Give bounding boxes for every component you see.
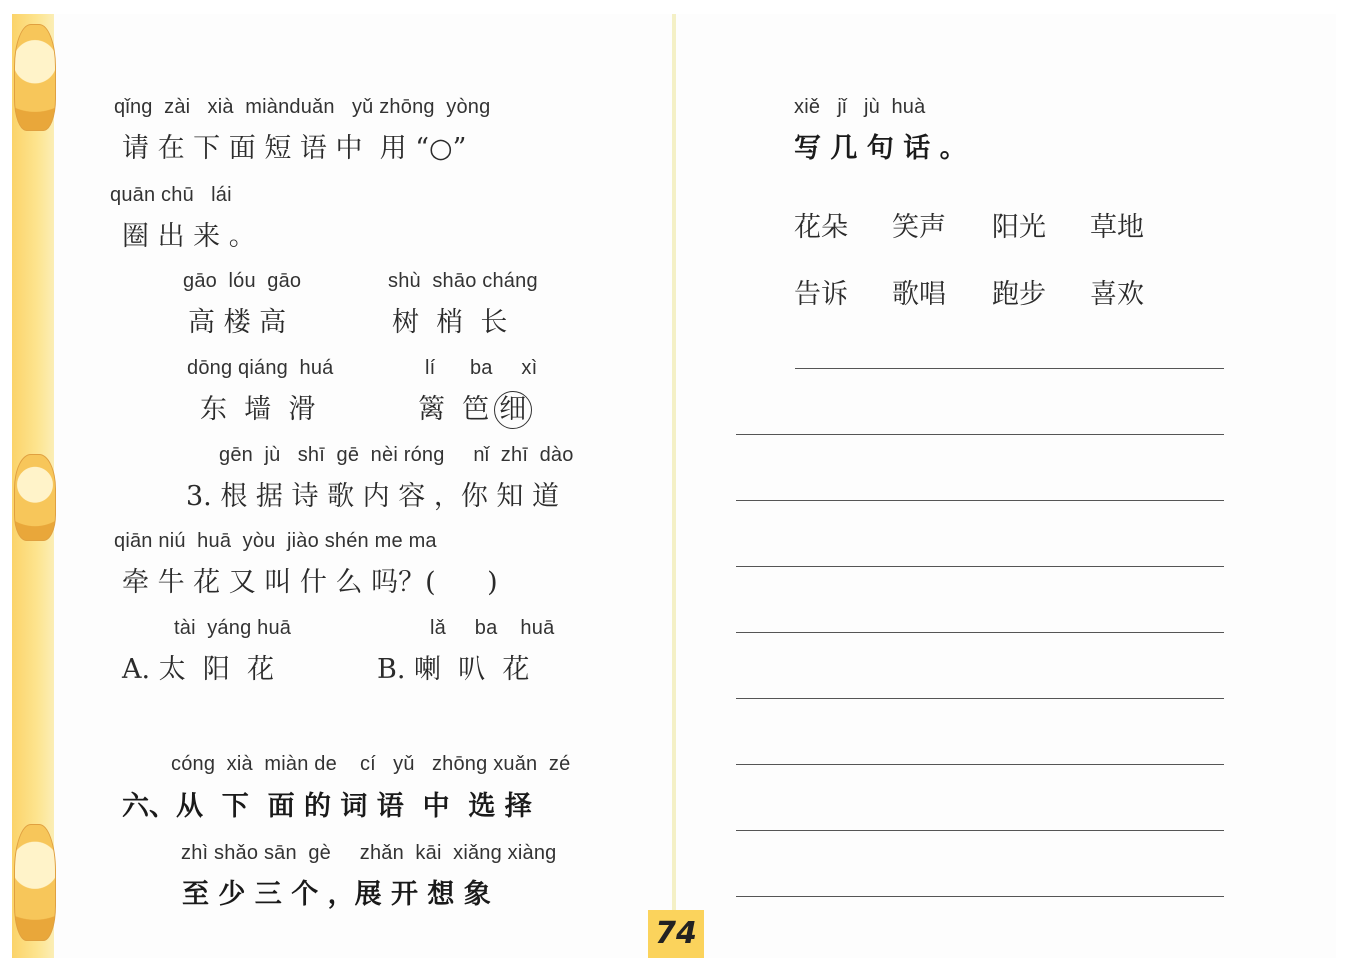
writing-line[interactable] <box>736 566 1224 567</box>
writing-line[interactable] <box>736 830 1224 831</box>
writing-line[interactable] <box>736 698 1224 699</box>
monkey-illustration <box>14 454 56 541</box>
pinyin-line: qǐng zài xià miànduǎn yǔ zhōng yòng <box>114 96 491 118</box>
circled-character: 细 <box>494 391 532 429</box>
rabbit-illustration <box>14 24 56 131</box>
word-prompt: 告诉 <box>794 279 848 310</box>
tiger-illustration <box>14 824 56 941</box>
word-prompt: 笑声 <box>892 212 946 243</box>
option-b[interactable]: B. 喇 叭 花 <box>377 654 530 685</box>
question-text: 3. 根 据 诗 歌 内 容 ，你 知 道 <box>186 481 560 512</box>
option-pinyin: lǎ ba huā <box>430 617 555 639</box>
phrase-option[interactable]: 高 楼 高 <box>188 307 287 338</box>
pinyin-line: quān chū lái <box>110 184 232 206</box>
pinyin-line: gēn jù shī gē nèi róng nǐ zhī dào <box>219 444 574 466</box>
question-text: 请 在 下 面 短 语 中 用 “○” <box>122 133 467 164</box>
pinyin-line: cóng xià miàn de cí yǔ zhōng xuǎn zé <box>171 753 571 775</box>
word-prompt: 阳光 <box>992 212 1046 243</box>
phrase-pinyin: gāo lóu gāo <box>183 270 302 292</box>
page-gutter <box>672 14 676 958</box>
title-pinyin: xiě jǐ jù huà <box>794 96 926 118</box>
phrase-pinyin: lí ba xì <box>425 357 538 379</box>
question-text: 圈 出 来 。 <box>122 221 256 252</box>
section-heading: 六、从 下 面 的 词 语 中 选 择 <box>122 791 532 822</box>
writing-line[interactable] <box>736 434 1224 435</box>
section-heading: 至 少 三 个 ，展 开 想 象 <box>182 879 491 910</box>
writing-line[interactable] <box>795 368 1224 369</box>
word-prompt: 花朵 <box>794 212 848 243</box>
phrase-option[interactable] <box>418 387 532 429</box>
phrase-option[interactable]: 东 墙 滑 <box>200 394 316 425</box>
right-page <box>676 14 1336 958</box>
phrase-text: 篱 笆 <box>418 394 498 425</box>
question-text: 牵 牛 花 又 叫 什 么 吗？( ) <box>122 567 498 598</box>
pinyin-line: zhì shǎo sān gè zhǎn kāi xiǎng xiàng <box>181 842 557 864</box>
option-pinyin: tài yáng huā <box>174 617 292 639</box>
phrase-option[interactable]: 树 梢 长 <box>392 307 508 338</box>
word-prompt: 草地 <box>1090 212 1144 243</box>
writing-line[interactable] <box>736 764 1224 765</box>
writing-title: 写 几 句 话 。 <box>794 133 967 164</box>
phrase-pinyin: dōng qiáng huá <box>187 357 334 379</box>
word-prompt: 喜欢 <box>1090 279 1144 310</box>
writing-line[interactable] <box>736 632 1224 633</box>
word-prompt: 歌唱 <box>892 279 946 310</box>
word-prompt: 跑步 <box>992 279 1046 310</box>
writing-line[interactable] <box>736 896 1224 897</box>
writing-line[interactable] <box>736 500 1224 501</box>
phrase-pinyin: shù shāo cháng <box>388 270 538 292</box>
decorative-side-strip <box>12 14 54 958</box>
pinyin-line: qiān niú huā yòu jiào shén me ma <box>114 530 437 552</box>
page-number: 74 <box>648 910 704 958</box>
option-a[interactable]: A. 太 阳 花 <box>122 654 274 685</box>
